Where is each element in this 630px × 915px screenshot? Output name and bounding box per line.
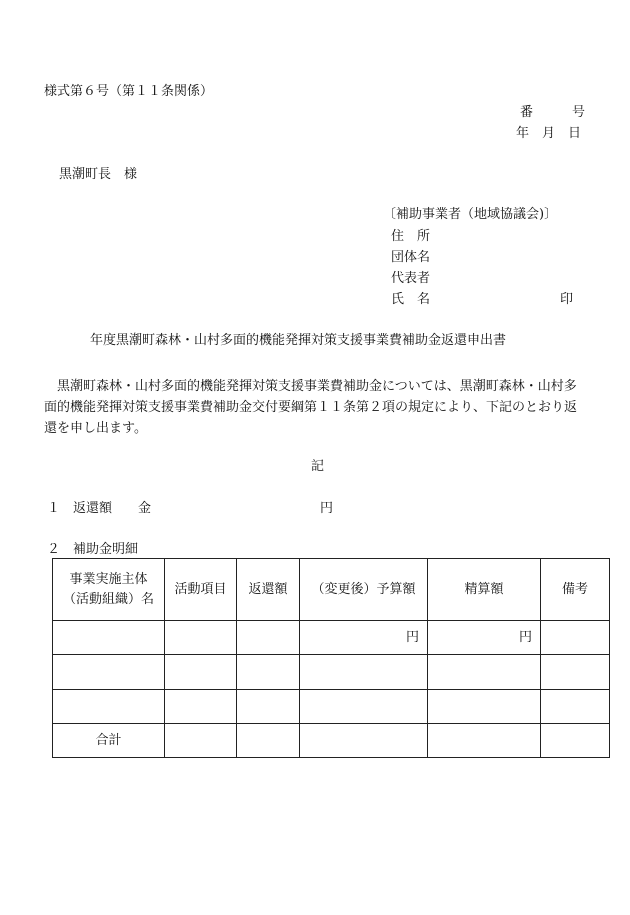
cell-refund[interactable] <box>237 689 300 723</box>
document-number-label: 番 号 <box>520 105 586 120</box>
header-budget-amount: （変更後）予算額 <box>300 559 428 621</box>
subsidy-details-table <box>52 558 610 758</box>
cell-settlement[interactable] <box>428 655 541 689</box>
seal-mark: 印 <box>560 292 574 307</box>
subsidy-details-heading: ２ 補助金明細 <box>47 542 139 557</box>
body-paragraph: 黒潮町森林・山村多面的機能発揮対策支援事業費補助金については、黒潮町森林・山村多面的機能発揮対策支援事業費補助金交付要綱第１１条第２項の規定により、下記のとおり返還を申し出ます。 <box>44 379 578 436</box>
cell-settlement[interactable] <box>428 723 541 757</box>
name-label: 氏 名 <box>391 292 431 307</box>
cell-activity[interactable] <box>165 621 237 655</box>
total-label: 合計 <box>53 723 165 757</box>
cell-budget[interactable] <box>300 655 428 689</box>
applicant-header: 〔補助事業者（地域協議会)〕 <box>383 207 558 222</box>
date-label: 年 月 日 <box>516 126 582 141</box>
cell-refund[interactable] <box>237 655 300 689</box>
group-name-label: 団体名 <box>391 250 431 265</box>
form-number: 様式第６号（第１１条関係） <box>44 84 214 99</box>
cell-activity[interactable] <box>165 655 237 689</box>
yen-unit: 円 <box>518 630 532 646</box>
table-row <box>53 689 610 723</box>
document-title: 年度黒潮町森林・山村多面的機能発揮対策支援事業費補助金返還申出書 <box>90 333 507 348</box>
table-total-row <box>53 723 610 757</box>
header-entity-line2: （活動組織）名 <box>62 591 154 607</box>
address-label: 住 所 <box>391 229 431 244</box>
refund-amount-line: １ 返還額 金 円 <box>47 501 334 516</box>
addressee: 黒潮町長 様 <box>59 167 138 182</box>
table-row <box>53 655 610 689</box>
cell-activity[interactable] <box>165 689 237 723</box>
cell-remarks[interactable] <box>541 621 610 655</box>
header-remarks: 備考 <box>541 559 610 621</box>
cell-budget[interactable] <box>300 689 428 723</box>
cell-remarks[interactable] <box>541 689 610 723</box>
cell-budget[interactable] <box>300 621 428 655</box>
cell-activity[interactable] <box>165 723 237 757</box>
yen-unit: 円 <box>405 630 419 646</box>
table-row <box>53 621 610 655</box>
table-header-row <box>53 559 610 621</box>
header-activity-item: 活動項目 <box>165 559 237 621</box>
cell-refund[interactable] <box>237 621 300 655</box>
header-refund-amount: 返還額 <box>237 559 300 621</box>
cell-budget[interactable] <box>300 723 428 757</box>
cell-remarks[interactable] <box>541 723 610 757</box>
header-entity-line1: 事業実施主体 <box>69 571 148 587</box>
header-implementing-entity <box>53 559 165 621</box>
cell-entity[interactable] <box>53 621 165 655</box>
cell-entity[interactable] <box>53 655 165 689</box>
cell-settlement[interactable] <box>428 689 541 723</box>
header-settlement-amount: 精算額 <box>428 559 541 621</box>
cell-remarks[interactable] <box>541 655 610 689</box>
cell-settlement[interactable] <box>428 621 541 655</box>
cell-entity[interactable] <box>53 689 165 723</box>
cell-refund[interactable] <box>237 723 300 757</box>
ki-marker: 記 <box>311 459 325 474</box>
representative-label: 代表者 <box>391 271 431 286</box>
